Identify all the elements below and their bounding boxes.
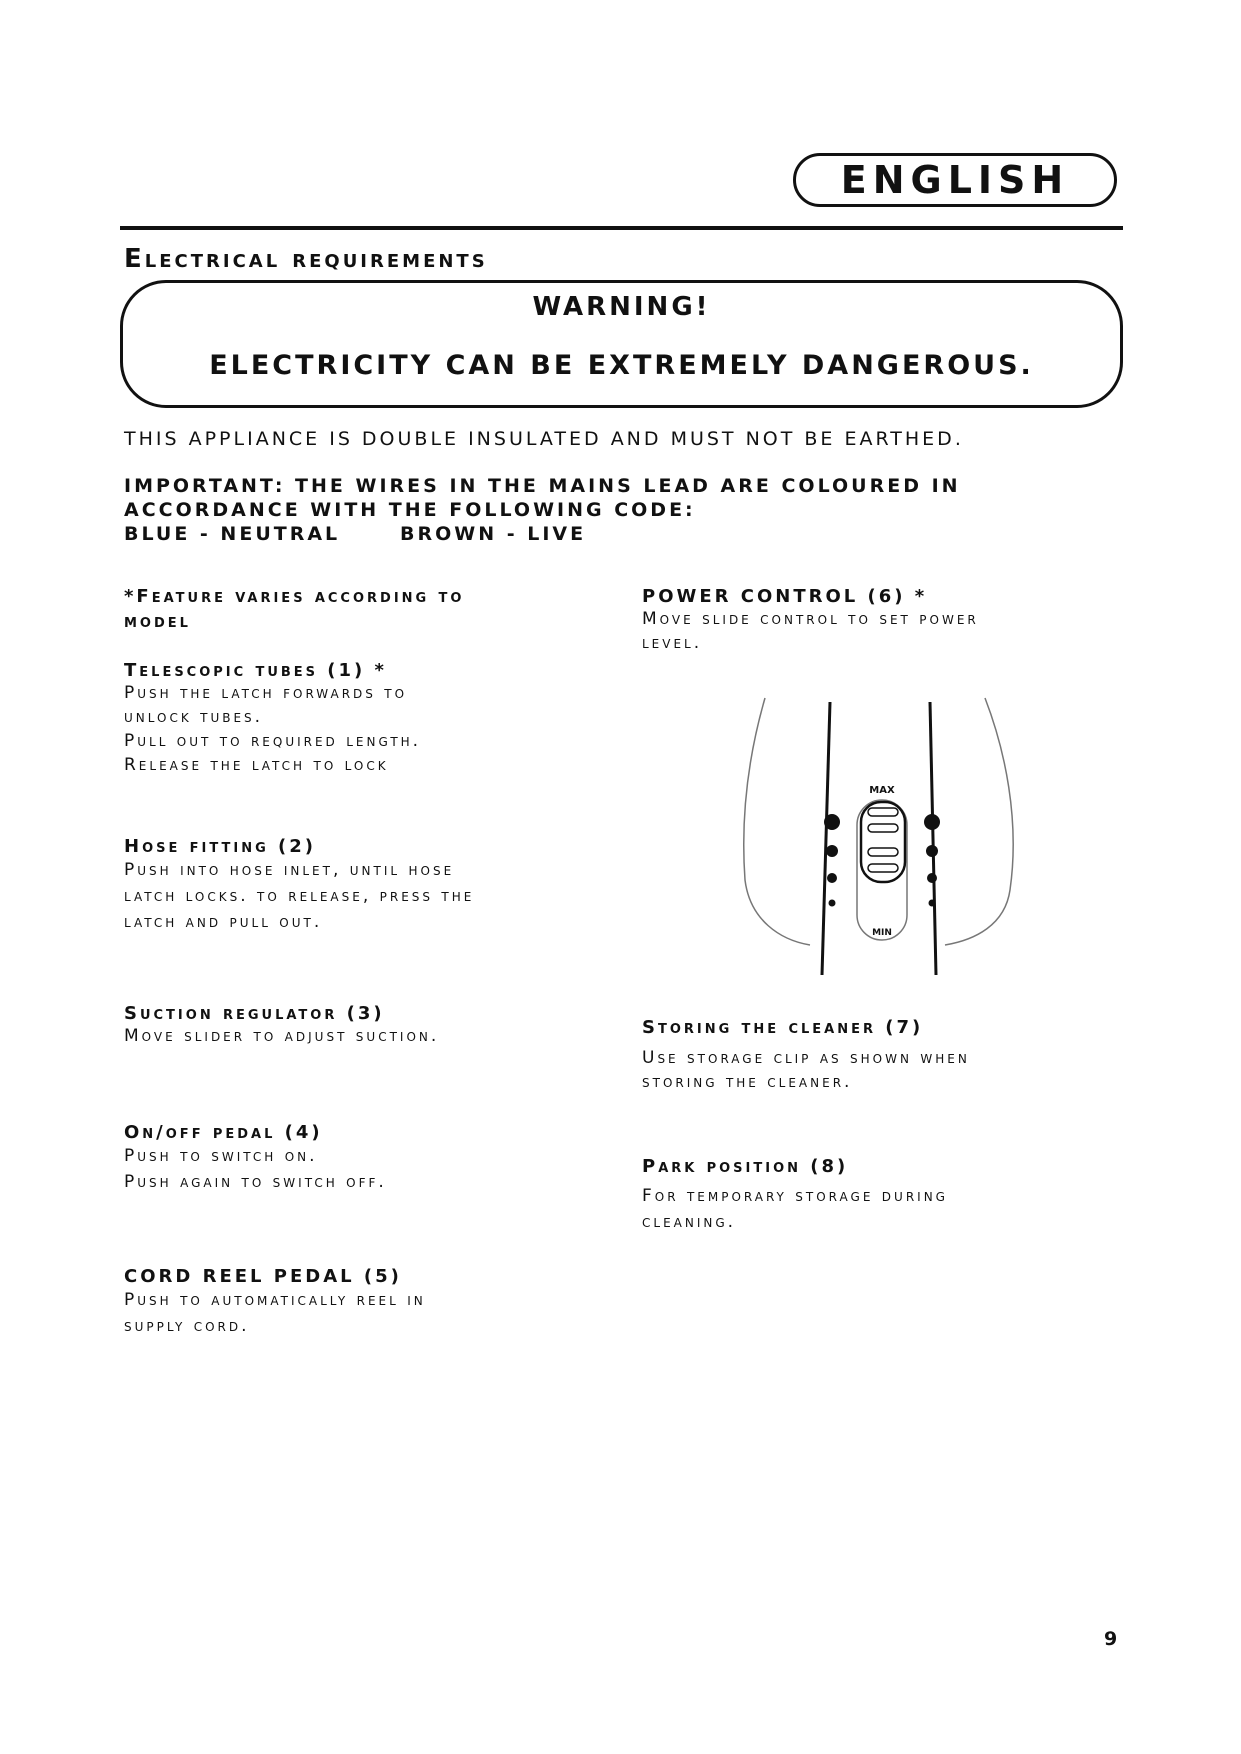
telescopic-line: Release the latch to lock [124,755,389,775]
power-level-dot [827,873,837,883]
telescopic-tubes-heading: Telescopic tubes (1) * [124,660,387,681]
hose-line: Push into hose inlet, until hose [124,860,455,880]
language-label: ENGLISH [840,158,1070,202]
double-insulated-note: THIS APPLIANCE IS DOUBLE INSULATED AND MUST NOT BE EARTHED. [124,428,964,450]
feature-note [124,586,624,632]
storing-line: storing the cleaner. [642,1072,853,1092]
storing-section [642,1017,1122,1094]
power-level-dot [924,814,940,830]
telescopic-line: Push the latch forwards to [124,683,408,703]
power-level-dot [926,845,938,857]
onoff-pedal-section [124,1122,624,1195]
body-edge-left [822,702,830,975]
power-line: Move slide control to set power [642,609,979,629]
suction-line: Move slider to adjust suction. [124,1026,440,1046]
hose-fitting-section [124,836,624,935]
hose-line: latch locks. to release, press the [124,886,475,906]
feature-note-line: model [124,611,191,632]
power-level-dot [929,900,936,907]
power-level-dot [829,900,836,907]
telescopic-line: Pull out to required length. [124,731,422,751]
cord-line: Push to automatically reel in [124,1290,426,1310]
suction-regulator-heading: Suction regulator (3) [124,1003,385,1024]
important-line-2: ACCORDANCE WITH THE FOLLOWING CODE: [124,499,696,521]
power-level-dot [927,873,937,883]
power-level-dot [826,845,838,857]
cord-reel-section [124,1266,624,1339]
suction-regulator-section [124,1003,624,1048]
language-badge [793,153,1117,207]
park-line: For temporary storage during [642,1186,948,1206]
header-divider [120,226,1123,230]
onoff-line: Push again to switch off. [124,1172,387,1192]
cord-reel-heading: CORD REEL PEDAL (5) [124,1266,402,1287]
section-title: Electrical requirements [124,244,488,274]
max-label: MAX [869,785,895,796]
telescopic-line: unlock tubes. [124,707,264,727]
power-control-illustration [720,690,1050,980]
onoff-line: Push to switch on. [124,1146,318,1166]
cord-line: supply cord. [124,1316,250,1336]
body-outline-left [744,698,810,945]
page-number: 9 [1104,1628,1118,1650]
telescopic-tubes-section [124,660,624,777]
feature-note-line: *Feature varies according to [124,586,465,607]
park-position-heading: Park position (8) [642,1156,849,1177]
power-control-section [642,586,1122,655]
storing-line: Use storage clip as shown when [642,1048,970,1068]
storing-heading: Storing the cleaner (7) [642,1017,924,1038]
warning-text: ELECTRICITY CAN BE EXTREMELY DANGEROUS. [209,350,1034,381]
power-control-heading: POWER CONTROL (6) * [642,586,928,607]
park-line: cleaning. [642,1212,737,1232]
power-level-dot [824,814,840,830]
hose-line: latch and pull out. [124,912,323,932]
slider-knob[interactable] [861,802,905,882]
min-label: MIN [872,928,892,938]
hose-fitting-heading: Hose fitting (2) [124,836,317,857]
warning-title: WARNING! [532,292,711,322]
park-position-section [642,1156,1122,1235]
onoff-pedal-heading: On/off pedal (4) [124,1122,323,1143]
wire-code-brown: BROWN - LIVE [400,523,587,545]
power-line: level. [642,633,703,653]
body-outline-right [945,698,1013,945]
body-edge-right [930,702,936,975]
wire-code-blue: BLUE - NEUTRAL [124,523,341,545]
important-line-1: IMPORTANT: THE WIRES IN THE MAINS LEAD ARE COLOURED IN [124,475,961,497]
